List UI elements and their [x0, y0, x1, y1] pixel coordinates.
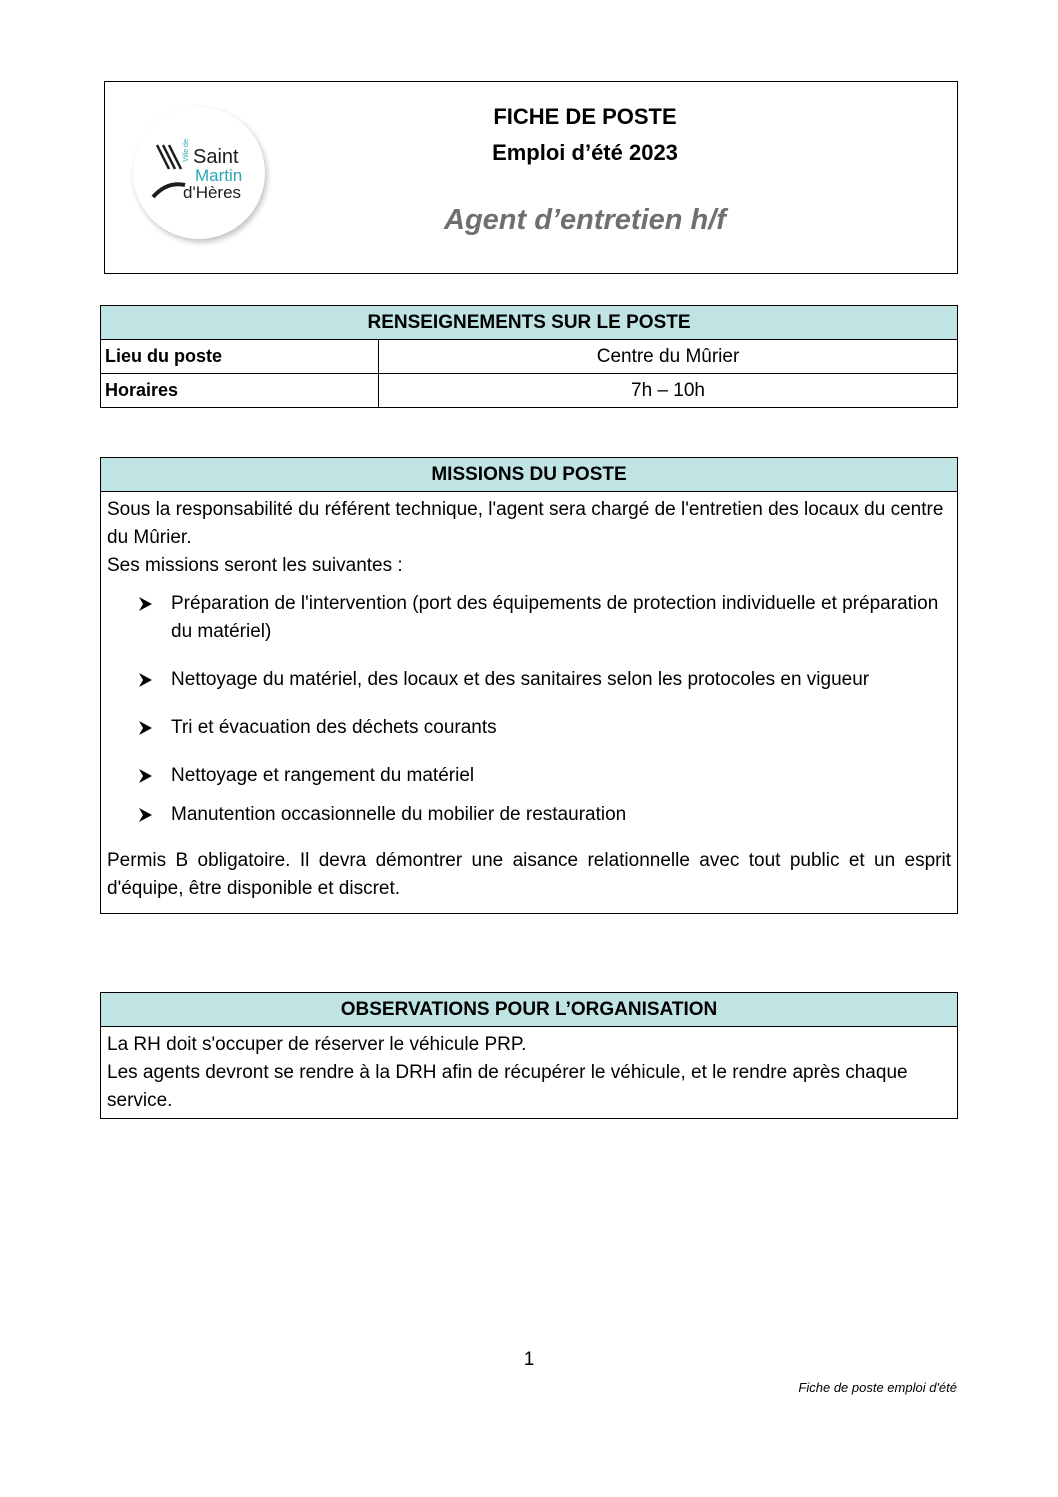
arrow-bullet-icon	[138, 720, 153, 736]
list-item	[107, 714, 951, 742]
missions-section-heading: MISSIONS DU POSTE	[101, 458, 958, 492]
job-title: Agent d’entretien h/f	[444, 204, 726, 236]
mission-text: Nettoyage du matériel, des locaux et des sanitaires selon les protocoles en vigueur	[171, 669, 870, 690]
missions-intro: Sous la responsabilité du référent technique, l'agent sera chargé de l'entretien des locaux du centre du Mûrier.	[107, 499, 944, 548]
missions-lead: Ses missions seront les suivantes :	[107, 555, 403, 576]
observation-line: Les agents devront se rendre à la DRH afin de récupérer le véhicule, et le rendre après chaque service.	[107, 1062, 908, 1111]
list-item	[107, 762, 951, 790]
arrow-bullet-icon	[138, 596, 153, 612]
footer-note: Fiche de poste emploi d'été	[798, 1380, 957, 1395]
missions-body	[101, 492, 958, 914]
location-label: Lieu du poste	[101, 340, 379, 374]
document-header	[104, 81, 958, 274]
arrow-bullet-icon	[138, 807, 153, 823]
info-table	[100, 305, 958, 408]
document-title: FICHE DE POSTE	[493, 104, 677, 129]
observations-body	[101, 1027, 958, 1119]
location-value: Centre du Mûrier	[379, 340, 958, 374]
list-item	[107, 590, 951, 646]
hours-label: Horaires	[101, 374, 379, 408]
logo-text-saint: Saint	[193, 146, 239, 168]
observation-line: La RH doit s'occuper de réserver le véhicule PRP.	[107, 1034, 527, 1055]
missions-list	[107, 590, 951, 829]
mission-text: Nettoyage et rangement du matériel	[171, 765, 475, 786]
document-subtitle: Emploi d’été 2023	[492, 140, 678, 165]
info-section-heading: RENSEIGNEMENTS SUR LE POSTE	[101, 306, 958, 340]
observations-table	[100, 992, 958, 1119]
mission-text: Préparation de l'intervention (port des équipements de protection individuelle et préparation du matériel)	[171, 593, 939, 642]
table-row	[101, 374, 958, 408]
arrow-bullet-icon	[138, 672, 153, 688]
list-item	[107, 801, 951, 829]
missions-table	[100, 457, 958, 914]
list-item	[107, 666, 951, 694]
city-logo-icon	[133, 107, 265, 239]
logo-text-heres: d'Hères	[183, 183, 242, 202]
missions-closing: Permis B obligatoire. Il devra démontrer une aisance relationnelle avec tout public et un esprit d'équipe, être disponible et discret.	[107, 850, 951, 899]
page-number: 1	[523, 1349, 535, 1370]
mission-text: Tri et évacuation des déchets courants	[171, 717, 497, 738]
logo-text-martin: Martin	[195, 166, 243, 185]
logo-text-ville: Ville de	[183, 139, 190, 162]
hours-value: 7h – 10h	[379, 374, 958, 408]
mission-text: Manutention occasionnelle du mobilier de restauration	[171, 804, 627, 825]
table-row	[101, 340, 958, 374]
observations-section-heading: OBSERVATIONS POUR L’ORGANISATION	[101, 993, 958, 1027]
arrow-bullet-icon	[138, 768, 153, 784]
